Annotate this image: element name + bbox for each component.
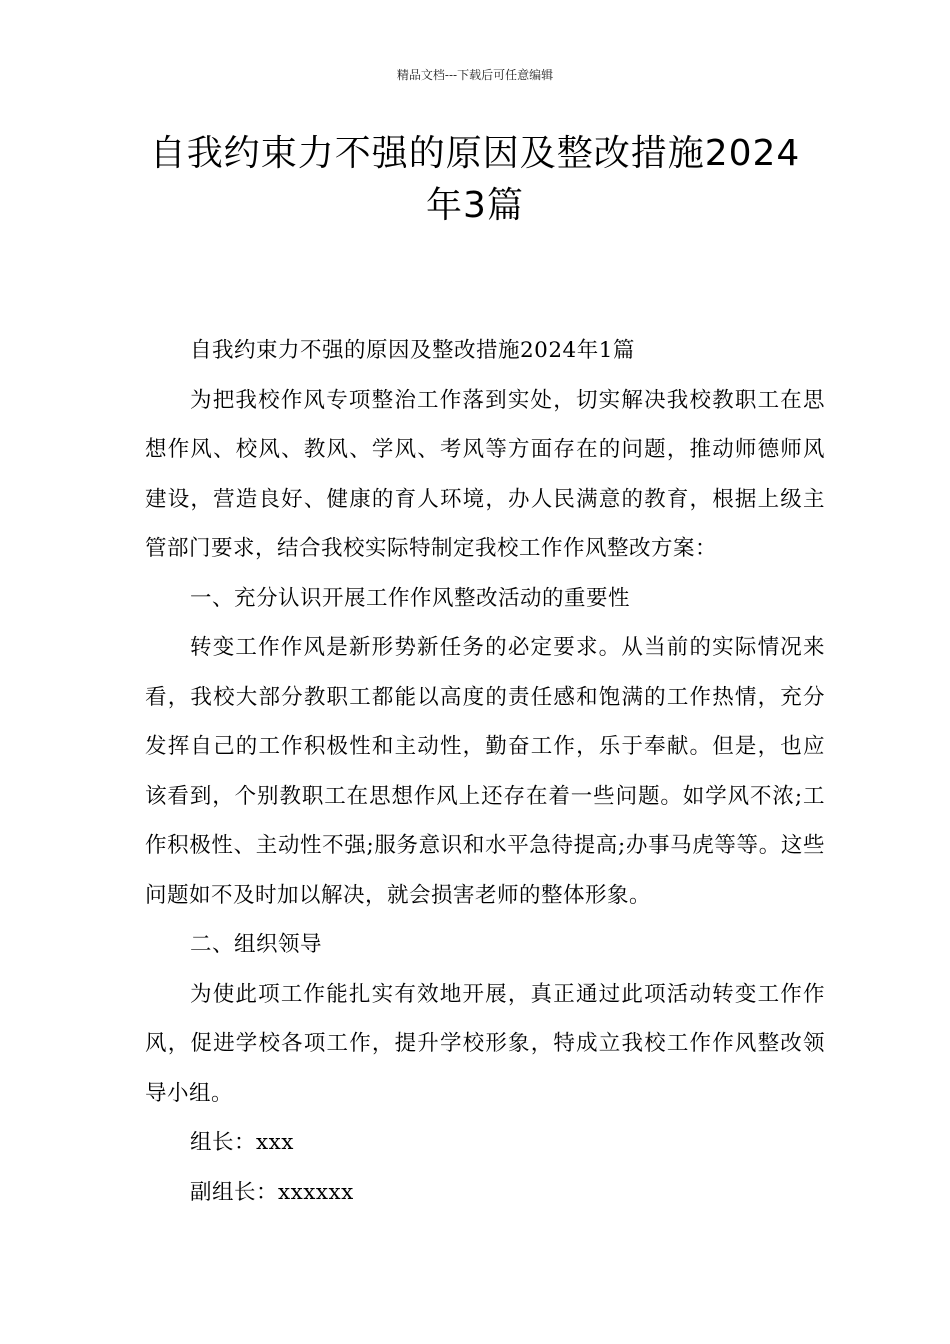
body-paragraph: 为使此项工作能扎实有效地开展，真正通过此项活动转变工作作风，促进学校各项工作，提升学校形象，特成立我校工作作风整改领导小组。 [145, 981, 825, 1106]
intro-paragraph: 为把我校作风专项整治工作落到实处，切实解决我校教职工在思想作风、校风、教风、学风、考风等方面存在的问题，推动师德师风建设，营造良好、健康的育人环境，办人民满意的教育，根据上级主管部门要求，结合我校实际特制定我校工作作风整改方案： [145, 387, 825, 561]
group-leader-line: 组长：xxx [190, 1130, 294, 1155]
body-paragraph: 转变工作作风是新形势新任务的必定要求。从当前的实际情况来看，我校大部分教职工都能以高度的责任感和饱满的工作热情，充分发挥自己的工作积极性和主动性，勤奋工作，乐于奉献。但是，也应该看到，个别教职工在思想作风上还存在着一些问题。如学风不浓;工作积极性、主动性不强;服务意识和水平急待提高;办事马虎等等。这些问题如不及时加以解决，就会损害老师的整体形象。 [145, 635, 825, 908]
page-header: 精品文档---下载后可任意编辑 [396, 68, 554, 82]
subtitle-paragraph: 自我约束力不强的原因及整改措施2024年1篇 [190, 338, 635, 363]
section-heading-1: 一、充分认识开展工作作风整改活动的重要性 [190, 585, 631, 611]
deputy-leader-line: 副组长：xxxxxx [190, 1179, 354, 1205]
document-body [145, 326, 825, 1217]
section-heading-2: 二、组织领导 [190, 932, 323, 957]
title-line-2: 年3篇 [426, 185, 524, 226]
title-line-1: 自我约束力不强的原因及整改措施2024 [149, 133, 801, 174]
document-title [120, 128, 830, 232]
